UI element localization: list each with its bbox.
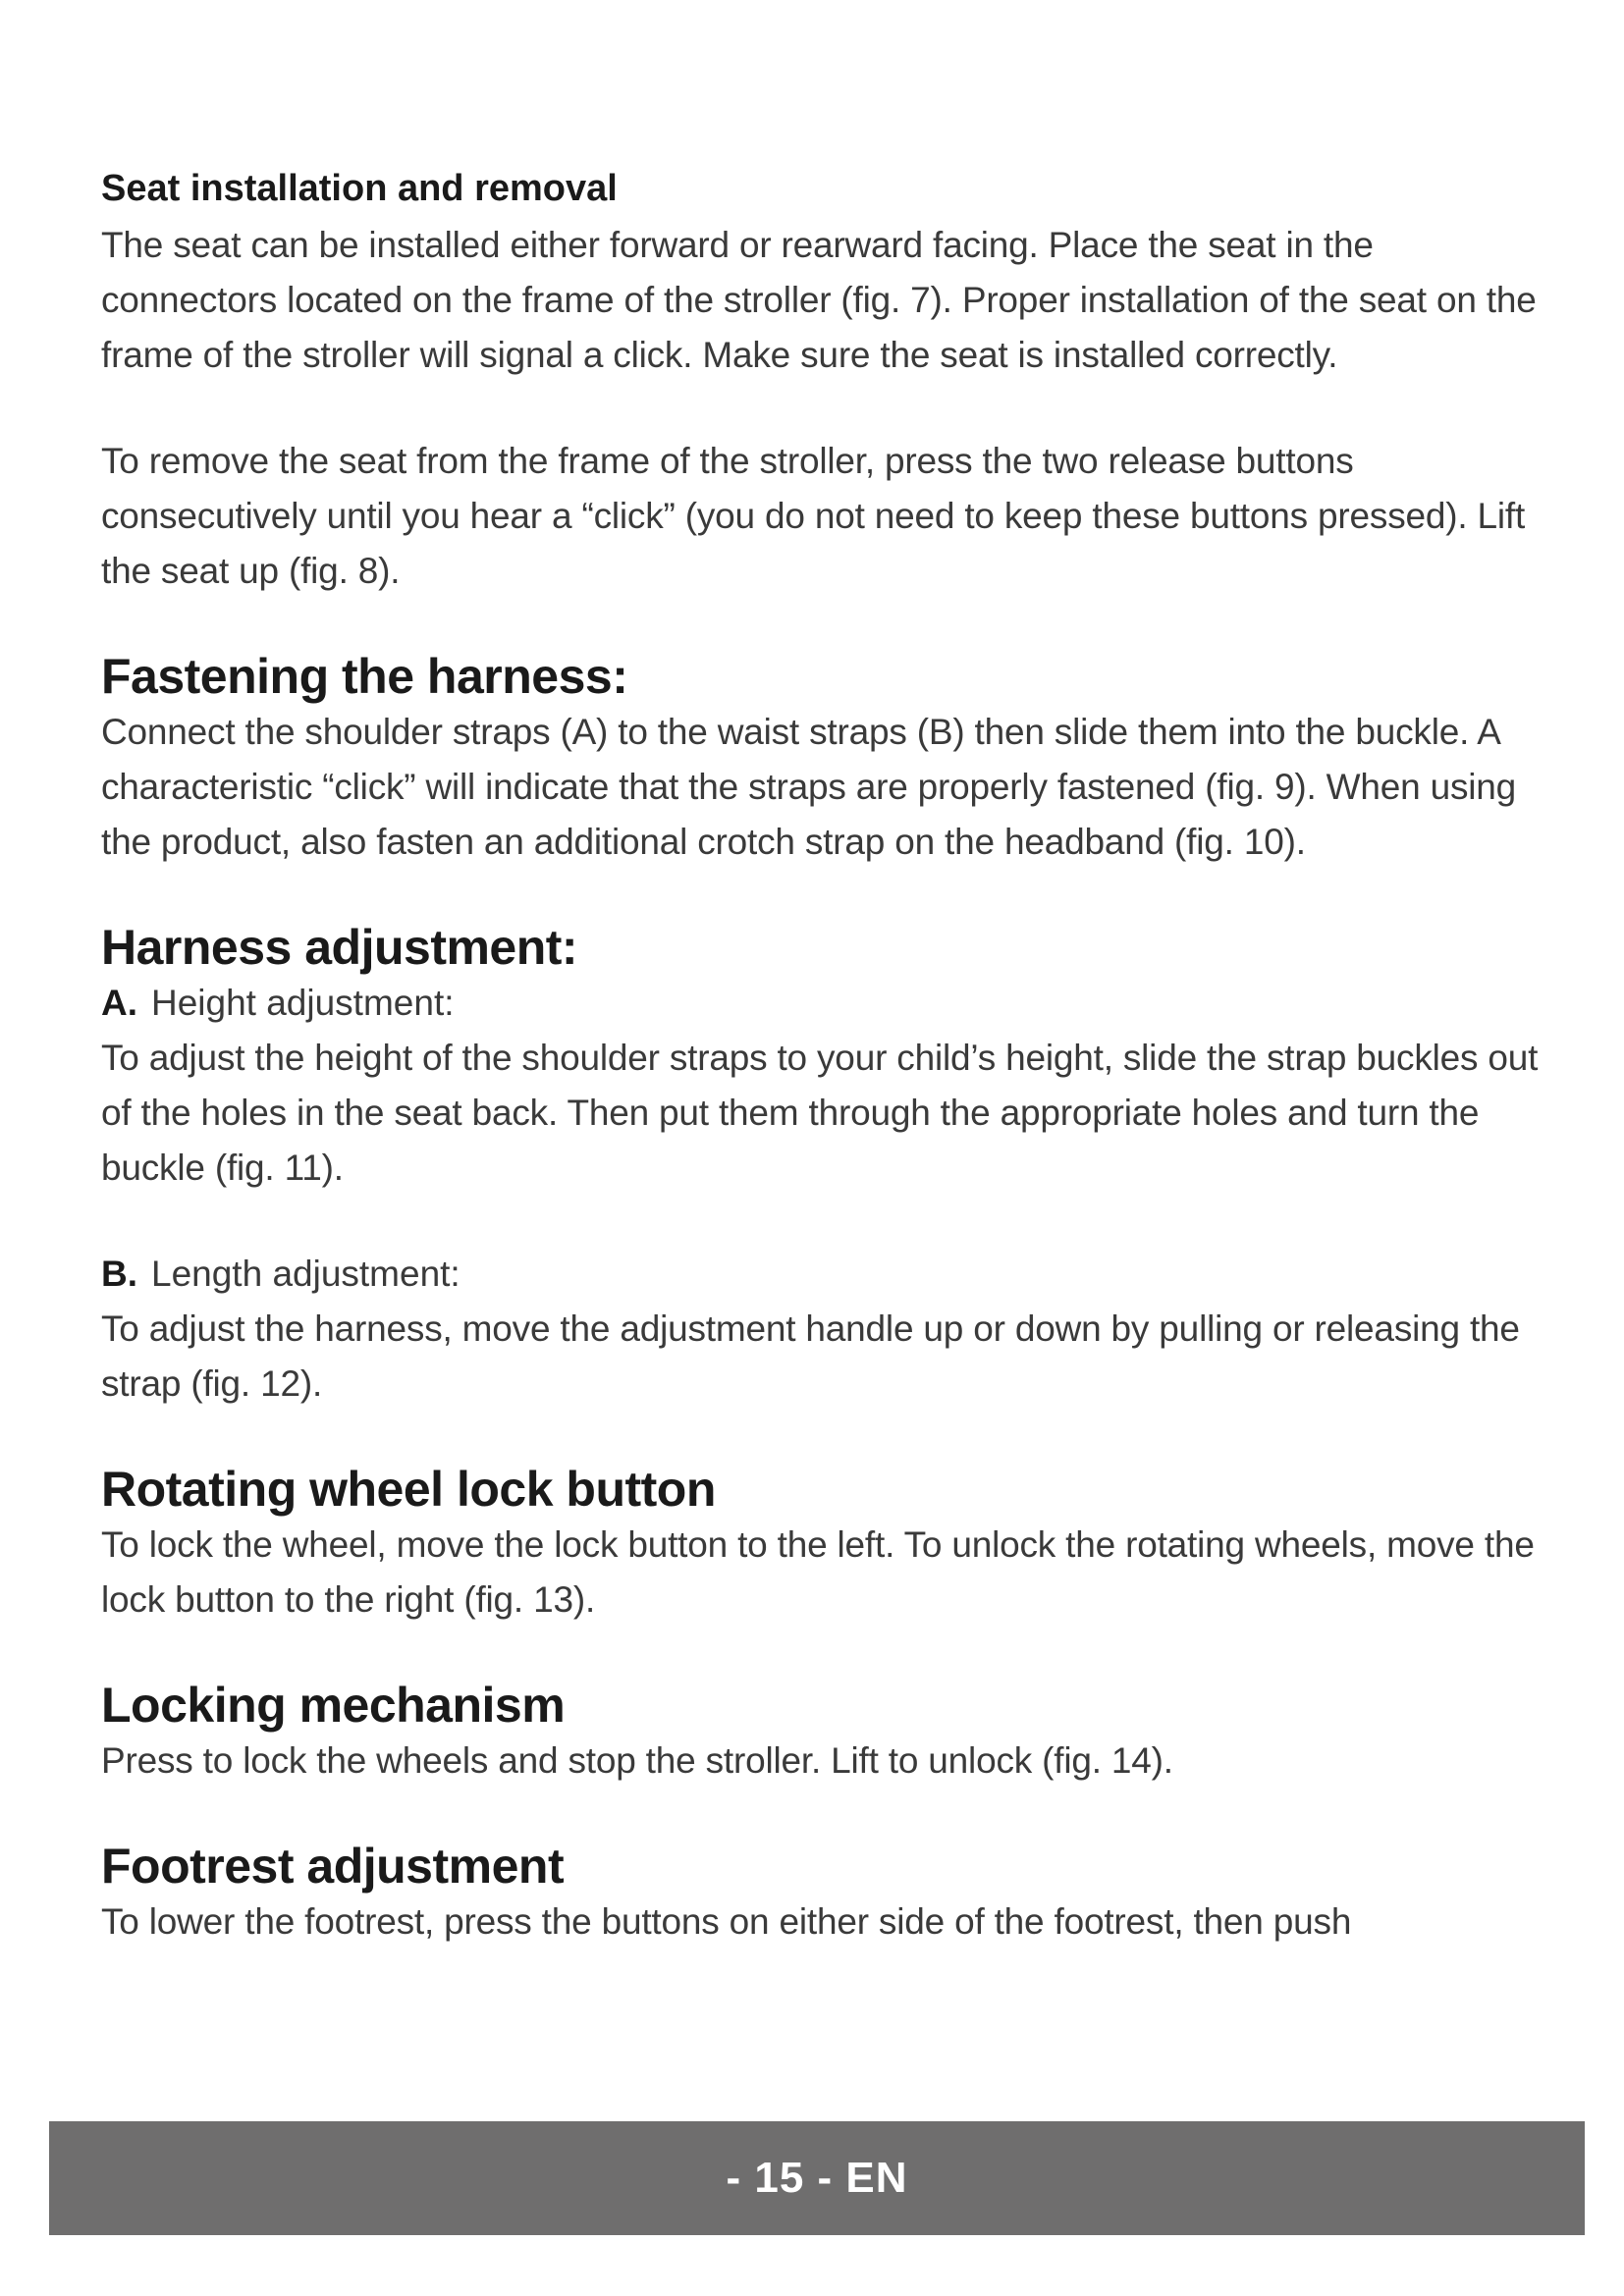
locking-heading: Locking mechanism <box>101 1678 566 1733</box>
harness-item-a <box>101 976 1554 1031</box>
harness-item-b-paragraph: To adjust the harness, move the adjustment handle up or down by pulling or releasing the strap (fig. 12). <box>101 1308 1520 1404</box>
rotating-heading: Rotating wheel lock button <box>101 1462 716 1517</box>
item-b-letter: B. <box>101 1254 137 1294</box>
section-locking <box>101 1677 1554 1789</box>
rotating-paragraph: To lock the wheel, move the lock button to the left. To unlock the rotating wheels, move the lock button to the right (fig. 13). <box>101 1524 1535 1620</box>
section-harness <box>101 919 1554 1412</box>
footrest-heading: Footrest adjustment <box>101 1839 565 1894</box>
footrest-paragraph: To lower the footrest, press the buttons on either side of the footrest, then push <box>101 1901 1352 1942</box>
fastening-heading: Fastening the harness: <box>101 649 628 704</box>
fastening-paragraph: Connect the shoulder straps (A) to the waist straps (B) then slide them into the buckle. A characteristic “click” will indicate that the straps are properly fastened (fig. 9). When using the product, also fasten an additional crotch strap on the headband (fig. 10). <box>101 712 1517 862</box>
harness-heading: Harness adjustment: <box>101 920 578 975</box>
item-a-letter: A. <box>101 983 137 1023</box>
section-fastening <box>101 648 1554 870</box>
locking-paragraph: Press to lock the wheels and stop the stroller. Lift to unlock (fig. 14). <box>101 1740 1173 1781</box>
page-number: - 15 - EN <box>726 2154 908 2202</box>
seat-heading: Seat installation and removal <box>101 168 618 209</box>
item-b-label: Length adjustment: <box>151 1254 460 1294</box>
section-seat <box>101 165 1554 599</box>
page-footer <box>49 2121 1585 2235</box>
section-rotating <box>101 1461 1554 1628</box>
item-a-label: Height adjustment: <box>151 983 455 1023</box>
page-content <box>101 165 1554 1949</box>
harness-item-b <box>101 1247 1554 1302</box>
seat-paragraph-2: To remove the seat from the frame of the stroller, press the two release buttons consecutively until you hear a “click” (you do not need to keep these buttons pressed). Lift the seat up (fig. 8). <box>101 441 1526 591</box>
section-footrest <box>101 1838 1554 1949</box>
harness-item-a-paragraph: To adjust the height of the shoulder straps to your child’s height, slide the strap buckles out of the holes in the seat back. Then put them through the appropriate holes and turn the buckle (fig. 11). <box>101 1038 1539 1188</box>
seat-paragraph-1: The seat can be installed either forward or rearward facing. Place the seat in the connectors located on the frame of the stroller (fig. 7). Proper installation of the seat on the frame of the stroller will signal a click. Make sure the seat is installed correctly. <box>101 225 1537 375</box>
